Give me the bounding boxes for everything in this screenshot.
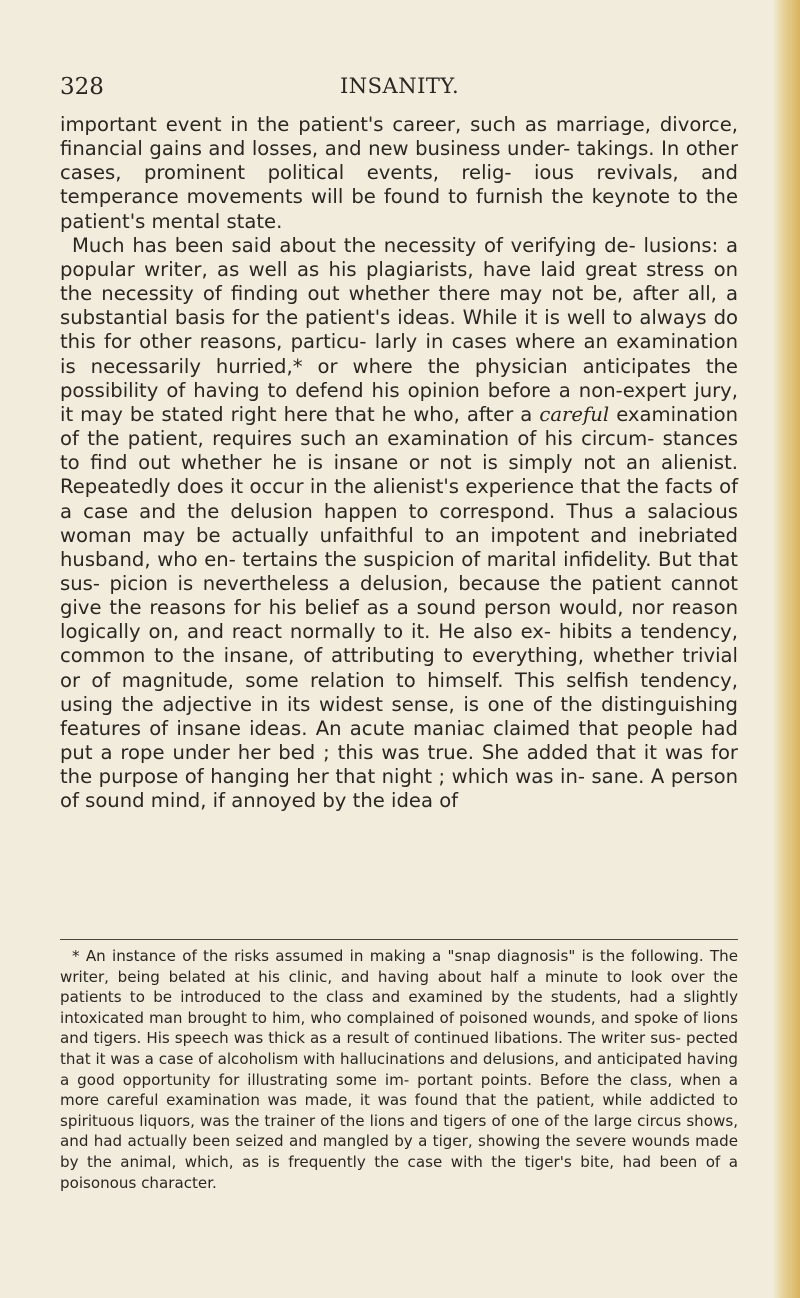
footnotes — [60, 946, 738, 1193]
emphasis-careful: careful — [539, 402, 610, 426]
page-header — [60, 74, 746, 110]
paragraph-2 — [60, 234, 738, 814]
paragraph-1-text: important event in the patient's career, such as marriage, divorce, financial gains and losses, and new business under- takings. In other cases, prominent political events, relig- ious revivals, and temperance movements will be found to furnish the keynote to the patient's mental state. — [60, 113, 738, 233]
footnote: * An instance of the risks assumed in making a "snap diagnosis" is the following. The writer, being belated at his clinic, and having about half a minute to look over the patients to be introduced to the class and examined by the students, had a slightly intoxicated man brought to him, who complained of poisoned wounds, and spoke of lions and tigers. His speech was thick as a result of continued libations. The writer sus- pected that it was a case of alcoholism with hallucinations and delusions, and anticipated having a good opportunity for illustrating some im- portant points. Before the class, when a more careful examination was made, it was found that the patient, while addicted to spirituous liquors, was the trainer of the lions and tigers of one of the large circus shows, and had actually been seized and mangled by a tiger, showing the severe wounds made by the animal, which, as is frequently the case with the tiger's bite, had been of a poisonous character. — [60, 947, 738, 1192]
paragraph-1 — [60, 113, 738, 234]
running-head: INSANITY. — [340, 74, 460, 98]
page-number: 328 — [60, 74, 104, 100]
body-text — [60, 113, 738, 814]
page-edge — [774, 0, 800, 1298]
paragraph-2-text-b: examination of the patient, requires such an examination of his circum- stances to find out whether he is insane or not is simply not an alienist. Repeatedly does it occur in the alienist's experience that the facts of a case and the delusion happen to correspond. Thus a salacious woman may be actually unfaithful to an impotent and inebriated husband, who en- tertains the suspicion of marital infidelity. But that sus- picion is nevertheless a delusion, because the patient cannot give the reasons for his belief as a sound person would, nor reason logically on, and react normally to it. He also ex- hibits a tendency, common to the insane, of attributing to everything, whether trivial or of magnitude, some relation to himself. This selfish tendency, using the adjective in its widest sense, is one of the distinguishing features of insane ideas. An acute maniac claimed that people had put a rope under her bed ; this was true. She added that it was for the purpose of hanging her that night ; which was in- sane. A person of sound mind, if annoyed by the idea of — [60, 402, 738, 813]
paragraph-2-text-a: Much has been said about the necessity of verifying de- lusions: a popular writer, as well as his plagiarists, have laid great stress on the necessity of finding out whether there may not be, after all, a substantial basis for the patient's ideas. While it is well to always do this for other reasons, particu- larly in cases where an examination is necessarily hurried,* or where the physician anticipates the possibility of having to defend his opinion before a non-expert jury, it may be stated right here that he who, after a — [60, 233, 738, 426]
footnote-divider — [60, 939, 738, 940]
